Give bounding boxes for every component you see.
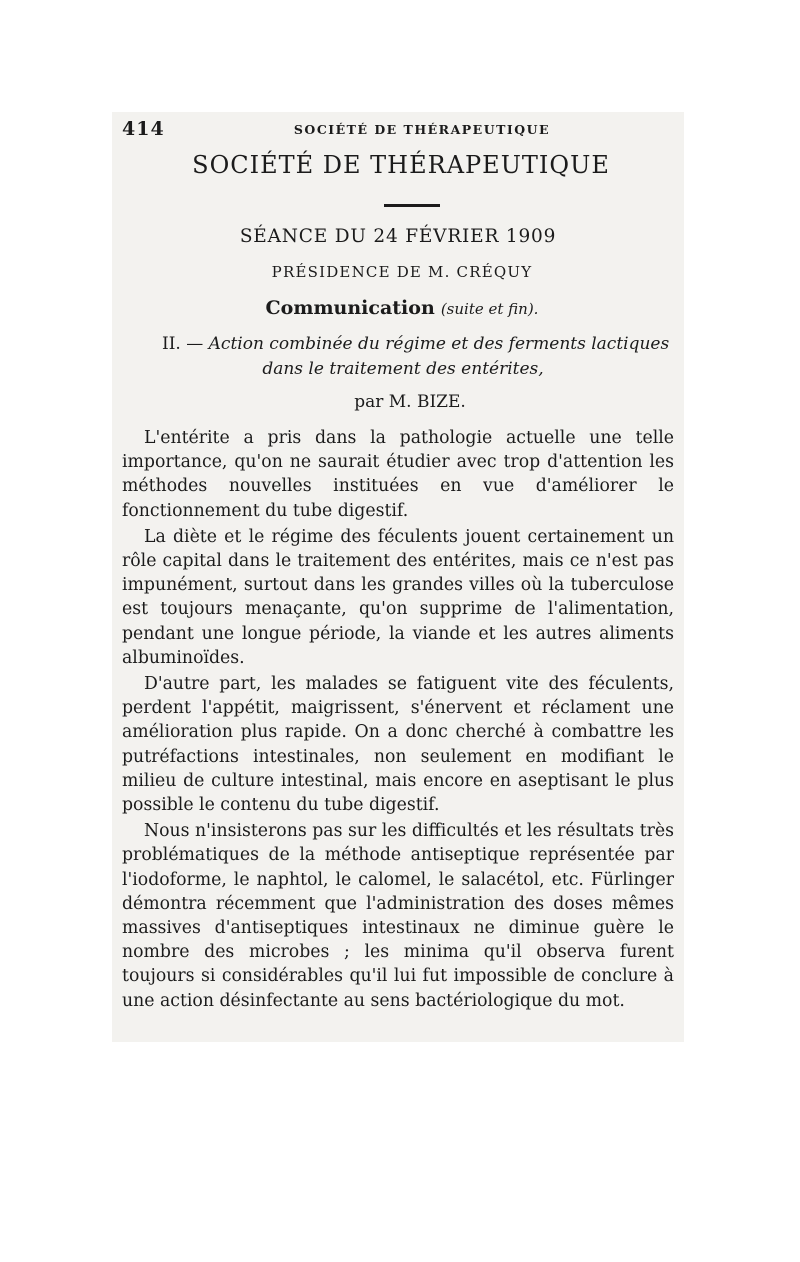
title-rule bbox=[384, 204, 440, 207]
section-title: SOCIÉTÉ DE THÉRAPEUTIQUE bbox=[192, 151, 610, 179]
communication-note: (suite et fin). bbox=[440, 300, 539, 318]
body-paragraph: L'entérite a pris dans la pathologie actuelle une telle importance, qu'on ne saurait étudier avec trop d'attention les méthodes nouvelles instituées en vue d'améliorer le fonctionnement du tube digestif. bbox=[122, 428, 674, 521]
running-head bbox=[122, 116, 674, 146]
communication-heading bbox=[122, 295, 674, 322]
page-number: 414 bbox=[122, 118, 165, 140]
article-number: II. — bbox=[162, 334, 204, 354]
communication-label: Communication bbox=[265, 297, 435, 319]
article-title-line-1 bbox=[122, 332, 674, 357]
article-title-text-1: Action combinée du régime et des ferments lactiques bbox=[208, 334, 670, 354]
article-title-line-2: dans le traitement des entérites, bbox=[262, 359, 544, 379]
body-paragraph: Nous n'insisterons pas sur les difficultés et les résultats très problématiques de la méthode antiseptique représentée par l'iodoforme, le naphtol, le calomel, le salacétol, etc. Fürlinger démontra récemment que l'administration des doses mêmes massives d'antiseptiques intestinaux ne diminue guère le nombre des microbes ; les minima qu'il observa furent toujours si considérables qu'il lui fut impossible de conclure à une action désinfectante au sens bactériologique du mot. bbox=[122, 821, 674, 1011]
page-content bbox=[122, 116, 674, 1015]
presidence-line: PRÉSIDENCE DE M. CRÉQUY bbox=[271, 263, 533, 281]
body-paragraph: D'autre part, les malades se fatiguent vite des féculents, perdent l'appétit, maigrissent, s'énervent et réclament une amélioration plus rapide. On a donc cherché à combattre les putréfactions intestinales, non seulement en modifiant le milieu de culture intestinal, mais encore en aseptisant le plus possible le contenu du tube digestif. bbox=[122, 674, 674, 816]
running-title: SOCIÉTÉ DE THÉRAPEUTIQUE bbox=[293, 122, 551, 137]
article-title bbox=[122, 332, 674, 382]
article-author: par M. BIZE. bbox=[354, 392, 466, 412]
session-heading: SÉANCE DU 24 FÉVRIER 1909 bbox=[239, 226, 557, 247]
article-body bbox=[122, 426, 674, 1013]
body-paragraph: La diète et le régime des féculents jouent certainement un rôle capital dans le traitement des entérites, mais ce n'est pas impunément, surtout dans les grandes villes où la tuberculose est toujours menaçante, qu'on supprime de l'alimentation, pendant une longue période, la viande et les autres aliments albuminoïdes. bbox=[122, 526, 674, 668]
